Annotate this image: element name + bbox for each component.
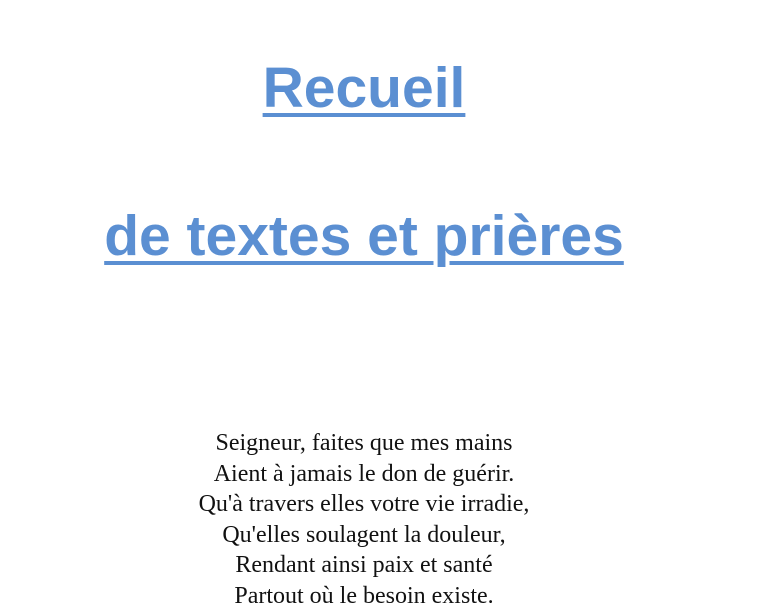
poem-line: Rendant ainsi paix et santé [235, 552, 493, 578]
poem-line: Qu'elles soulagent la douleur, [222, 521, 506, 548]
poem-line: Seigneur, faites que mes mains [215, 430, 513, 456]
document-title-line-2: de textes et prières [104, 204, 624, 268]
prayer-poem [0, 428, 728, 611]
poem-line: Partout où le besoin existe. [234, 582, 494, 609]
poem-line: Aient à jamais le don de guérir. [213, 460, 515, 487]
document-title-line-1: Recueil [262, 56, 466, 120]
poem-line: Qu'à travers elles votre vie irradie, [198, 491, 530, 517]
